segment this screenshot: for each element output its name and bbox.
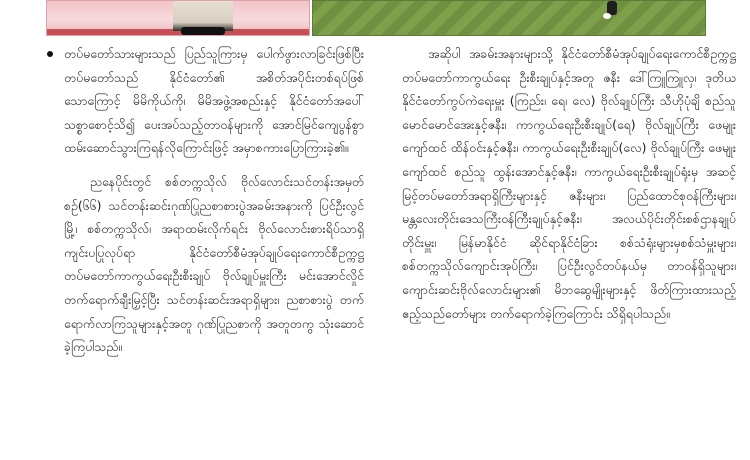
ceremony-photo [46, 0, 310, 36]
shoes [181, 27, 225, 35]
right-paragraph-1: အဆိုပါ အခမ်းအနားများသို့ နိုင်ငံတော်စီမံအုပ်ချုပ်ရေးကောင်စီဥက္ကဋ္ဌ တပ်မတော်ကာကွယ်ရေး ဦးစီးချုပ်နှင့်အတူ ဇနီး ဒေါ်ကြူကြူလှ၊ ဒုတိယနိုင်ငံတော်ကွပ်ကဲရေးမှူး (ကြည်း၊ ရေ၊ လေ) ဗိုလ်ချုပ်ကြီး သီဟိုပုံချိ စည်သူ မောင်မောင်အေးနှင့်ဇနီး၊ ကာကွယ်ရေးဦးစီးချုပ်(ရေ) ဗိုလ်ချုပ်ကြီး ဖေမျုး​ကျော်ထင် ထိန်ဝင်းနှင့်ဇနီး၊ ကာကွယ်ရေးဦးစီးချုပ်(လေ) ဗိုလ်ချုပ်ကြီး ဖေမျုး​ကျော်ထင် စည်သူ ထွန်းအောင်နှင့်ဇနီး၊ ကာကွယ်ရေးဦးစီးချုပ်ရုံးမှ အဆင့်မြင့်တပ်မတော်အရာရှိကြီးများနှင့် ဇနီးများ၊ ပြည်ထောင်စုဝန်ကြီးများ၊ မန္တလေးတိုင်းဒေသကြီးဝန်ကြီးချုပ်နှင့်ဇနီး၊ အလယ်ပိုင်းတိုင်းစစ်ဌာနချုပ် တိုင်းမှူး၊ မြန်မာနိုင်ငံ ဆိုင်ရာနိုင်ငံခြား စစ်သံရုံးများမှစစ်သံမှူးများ၊ စစ်တက္ကသိုလ်ကျောင်းအုပ်ကြီး၊ ပြင်ဦးလွင်တပ်နယ်မှ တာဝန်ရှိသူများ၊ ကျောင်းဆင်းဗိုလ်လောင်းများ၏ မိဘဆွေမျိုးများနှင့် ဖိတ်ကြားထားသည့် ဧည့်သည်တော်များ တက်ရောက်ခဲ့ကြကြောင်း သိရှိရပါသည်။ [402, 46, 736, 321]
ball [603, 13, 611, 19]
photo-strip [0, 0, 750, 36]
field-photo [312, 0, 706, 36]
left-paragraph-2: ညနေပိုင်းတွင် စစ်တက္ကသိုလ် ဗိုလ်လောင်းသင်တန်းအမှတ်စဉ်(၆၆) သင်တန်းဆင်းဂုဏ်ပြုညစာစားပွဲအခမ်းအနားကို ပြင်ဦးလွင်မြို့၊ စစ်တက္ကသိုလ်၊ အရာထမ်းလိုက်ရင်း ဗိုလ်လောင်းစားရိပ်သာရှိ ကျင်းပပြုလုပ်ရာ နိုင်ငံတော်စီမံအုပ်ချုပ်ရေးကောင်စီဥက္ကဋ္ဌ တပ်မတော်ကာကွယ်ရေးဦးစီးချုပ် ဗိုလ်ချုပ်မှူးကြီး မင်းအောင်လှိုင် တက်ရောက်ချီးမြှင့်ပြီး သင်တန်းဆင်းအရာရှိများ၊ ညစာစားပွဲ တက်ရောက်လာကြသူများနှင့်အတူ ဂုဏ်ပြုညစာကို အတူတကွ သုံးဆောင်ခဲ့ကြပါသည်။ [64, 173, 364, 355]
left-column [64, 42, 364, 359]
bullet-paragraph-text: တပ်မတော်သားများသည် ပြည်သူကြားမှ ပေါက်ဖွားလာခြင်းဖြစ်ပြီး တပ်မတော်သည် နိုင်ငံတော်၏ အစိတ်အပိုင်းတစ်ရပ်ဖြစ်သောကြောင့် မိမိကိုယ်ကို၊ မိမိအဖွဲ့အစည်းနှင့် နိုင်ငံတော်အပေါ် သစ္စာစောင့်သိ၍ ပေးအပ်သည့်တာဝန်များကို အောင်မြင်ကျေပွန်စွာ ထမ်းဆောင်သွားကြရန်လိုကြောင်းဖြင့် အမှာစကားပြောကြားခဲ့၏။ [64, 46, 364, 156]
bullet-paragraph [64, 42, 364, 160]
bullet-icon [47, 51, 53, 57]
right-column [402, 42, 736, 325]
